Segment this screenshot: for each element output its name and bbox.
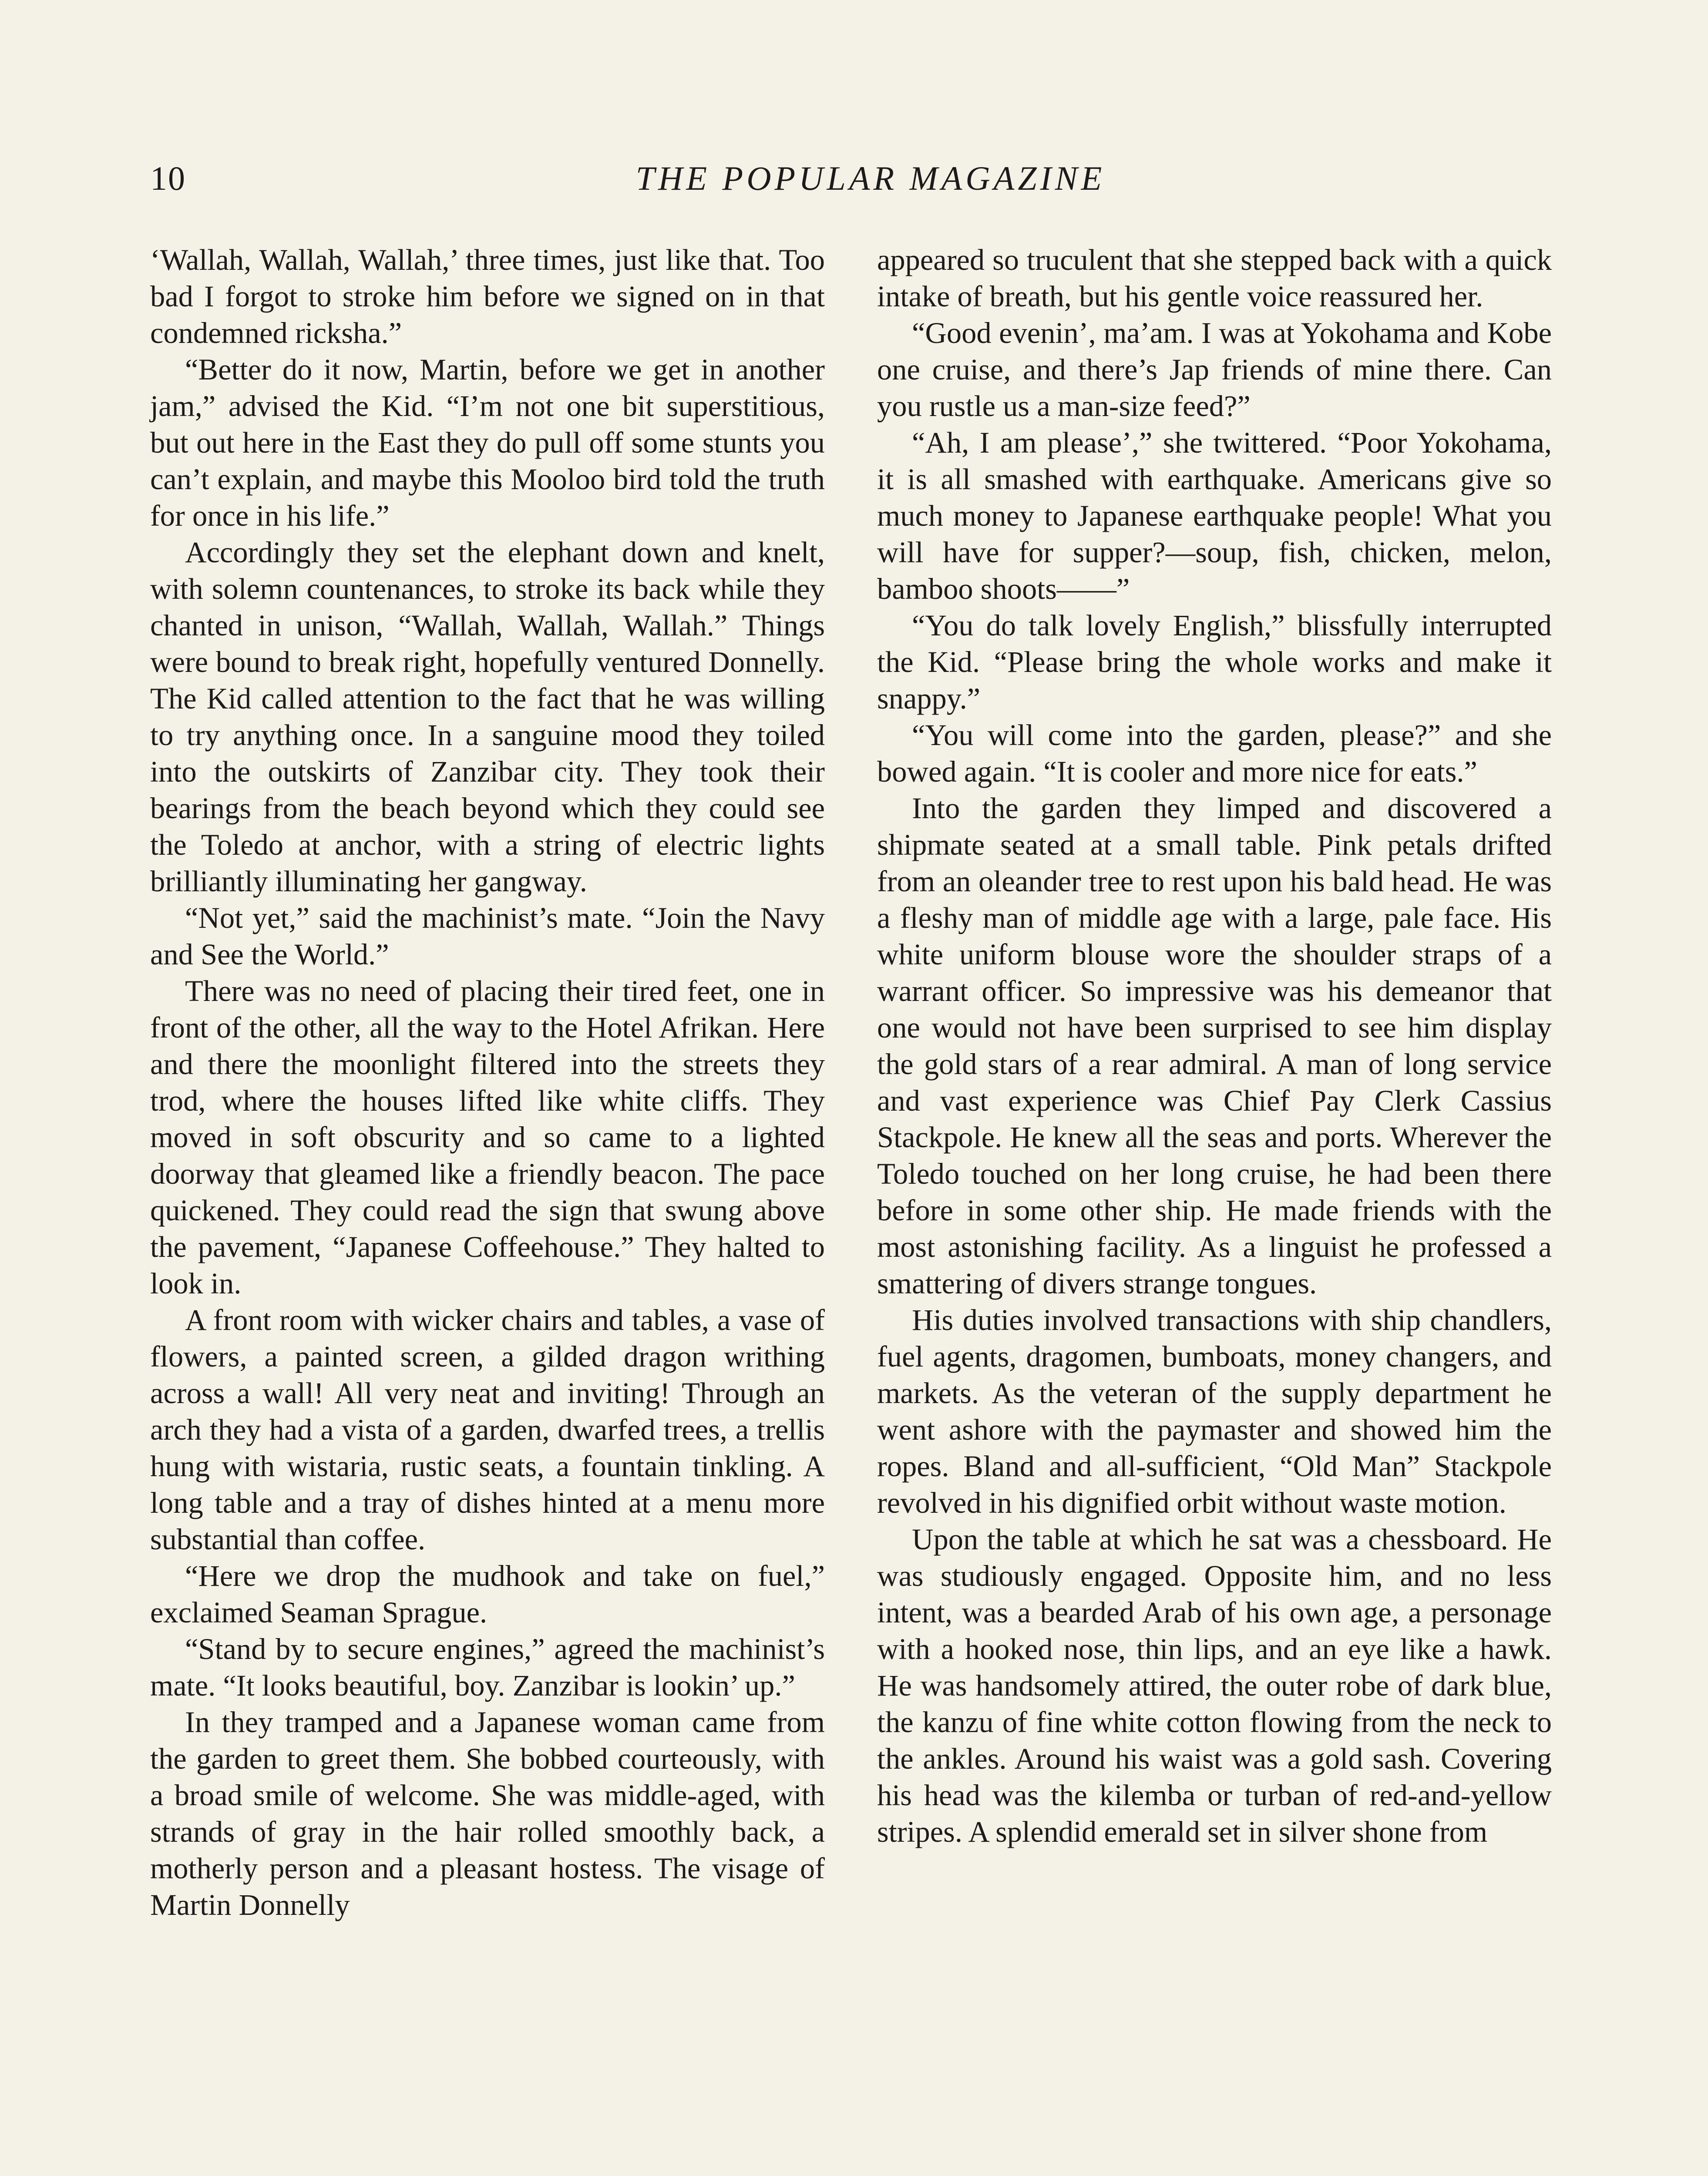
running-head: THE POPULAR MAGAZINE (635, 159, 1106, 197)
page-number: 10 (150, 159, 186, 197)
paragraph: ‘Wallah, Wallah, Wallah,’ three times, just like that. Too bad I forgot to stroke him before we signed on in that condemned ricksha.” (150, 243, 825, 349)
paragraph: Upon the table at which he sat was a chessboard. He was studiously engaged. Opposite him, and no less intent, was a bearded Arab of his own age, a personage with a hooked nose, thin lips, and an eye like a hawk. He was handsomely attired, the outer robe of dark blue, the kanzu of fine white cotton flowing from the neck to the ankles. Around his waist was a gold sash. Covering his head was the kilemba or turban of red-and-yellow stripes. A splendid emerald set in silver shone from (877, 1523, 1552, 1848)
paragraph: Into the garden they limped and discovered a shipmate seated at a small table. Pink petals drifted from an oleander tree to rest upon his bald head. He was a fleshy man of middle age with a large, pale face. His white uniform blouse wore the shoulder straps of a warrant officer. So impressive was his demeanor that one would not have been surprised to see him display the gold stars of a rear admiral. A man of long service and vast experience was Chief Pay Clerk Cassius Stackpole. He knew all the seas and ports. Wherever the Toledo touched on her long cruise, he had been there before in some other ship. He made friends with the most astonishing facility. As a linguist he professed a smattering of divers strange tongues. (877, 792, 1552, 1300)
paragraph: “You will come into the garden, please?” and she bowed again. “It is cooler and more nice for eats.” (877, 719, 1552, 788)
paragraph: “Stand by to secure engines,” agreed the machinist’s mate. “It looks beautiful, boy. Zanzibar is lookin’ up.” (150, 1632, 825, 1702)
paragraph: appeared so truculent that she stepped back with a quick intake of breath, but his gentle voice reassured her. (877, 243, 1552, 313)
paragraph: In they tramped and a Japanese woman came from the garden to greet them. She bobbed courteously, with a broad smile of welcome. She was middle-aged, with strands of gray in the hair rolled smoothly back, a motherly person and a pleasant hostess. The visage of Martin Donnelly (150, 1706, 825, 1921)
paragraph: “Better do it now, Martin, before we get in another jam,” advised the Kid. “I’m not one bit superstitious, but out here in the East they do pull off some stunts you can’t explain, and maybe this Mooloo bird told the truth for once in his life.” (150, 353, 825, 532)
paragraph: There was no need of placing their tired feet, one in front of the other, all the way to the Hotel Afrikan. Here and there the moonlight filtered into the streets they trod, where the houses lifted like white cliffs. They moved in soft obscurity and so came to a lighted doorway that gleamed like a friendly beacon. The pace quickened. They could read the sign that swung above the pavement, “Japanese Coffeehouse.” They halted to look in. (150, 974, 825, 1300)
paragraph: “Not yet,” said the machinist’s mate. “Join the Navy and See the World.” (150, 901, 825, 971)
right-column (877, 242, 1552, 1850)
paragraph: A front room with wicker chairs and tables, a vase of flowers, a painted screen, a gilded dragon writhing across a wall! All very neat and inviting! Through an arch they had a vista of a garden, dwarfed trees, a trellis hung with wistaria, rustic seats, a fountain tinkling. A long table and a tray of dishes hinted at a menu more substantial than coffee. (150, 1303, 825, 1556)
paragraph: “Here we drop the mudhook and take on fuel,” exclaimed Seaman Sprague. (150, 1559, 825, 1629)
left-column (150, 242, 825, 1923)
paragraph: “Ah, I am please’,” she twittered. “Poor Yokohama, it is all smashed with earthquake. Americans give so much money to Japanese earthquake people! What you will have for supper?—soup, fish, chicken, melon, bamboo shoots——” (877, 426, 1552, 605)
paragraph: “You do talk lovely English,” blissfully interrupted the Kid. “Please bring the whole works and make it snappy.” (877, 609, 1552, 715)
paragraph: Accordingly they set the elephant down and knelt, with solemn countenances, to stroke its back while they chanted in unison, “Wallah, Wallah, Wallah.” Things were bound to break right, hopefully ventured Donnelly. The Kid called attention to the fact that he was willing to try anything once. In a sanguine mood they toiled into the outskirts of Zanzibar city. They took their bearings from the beach beyond which they could see the Toledo at anchor, with a string of electric lights brilliantly illuminating her gangway. (150, 536, 825, 898)
paragraph: His duties involved transactions with ship chandlers, fuel agents, dragomen, bumboats, money changers, and markets. As the veteran of the supply department he went ashore with the paymaster and showed him the ropes. Bland and all-sufficient, “Old Man” Stackpole revolved in his dignified orbit without waste motion. (877, 1303, 1552, 1519)
paragraph: “Good evenin’, ma’am. I was at Yokohama and Kobe one cruise, and there’s Jap friends of mine there. Can you rustle us a man-size feed?” (877, 316, 1552, 423)
